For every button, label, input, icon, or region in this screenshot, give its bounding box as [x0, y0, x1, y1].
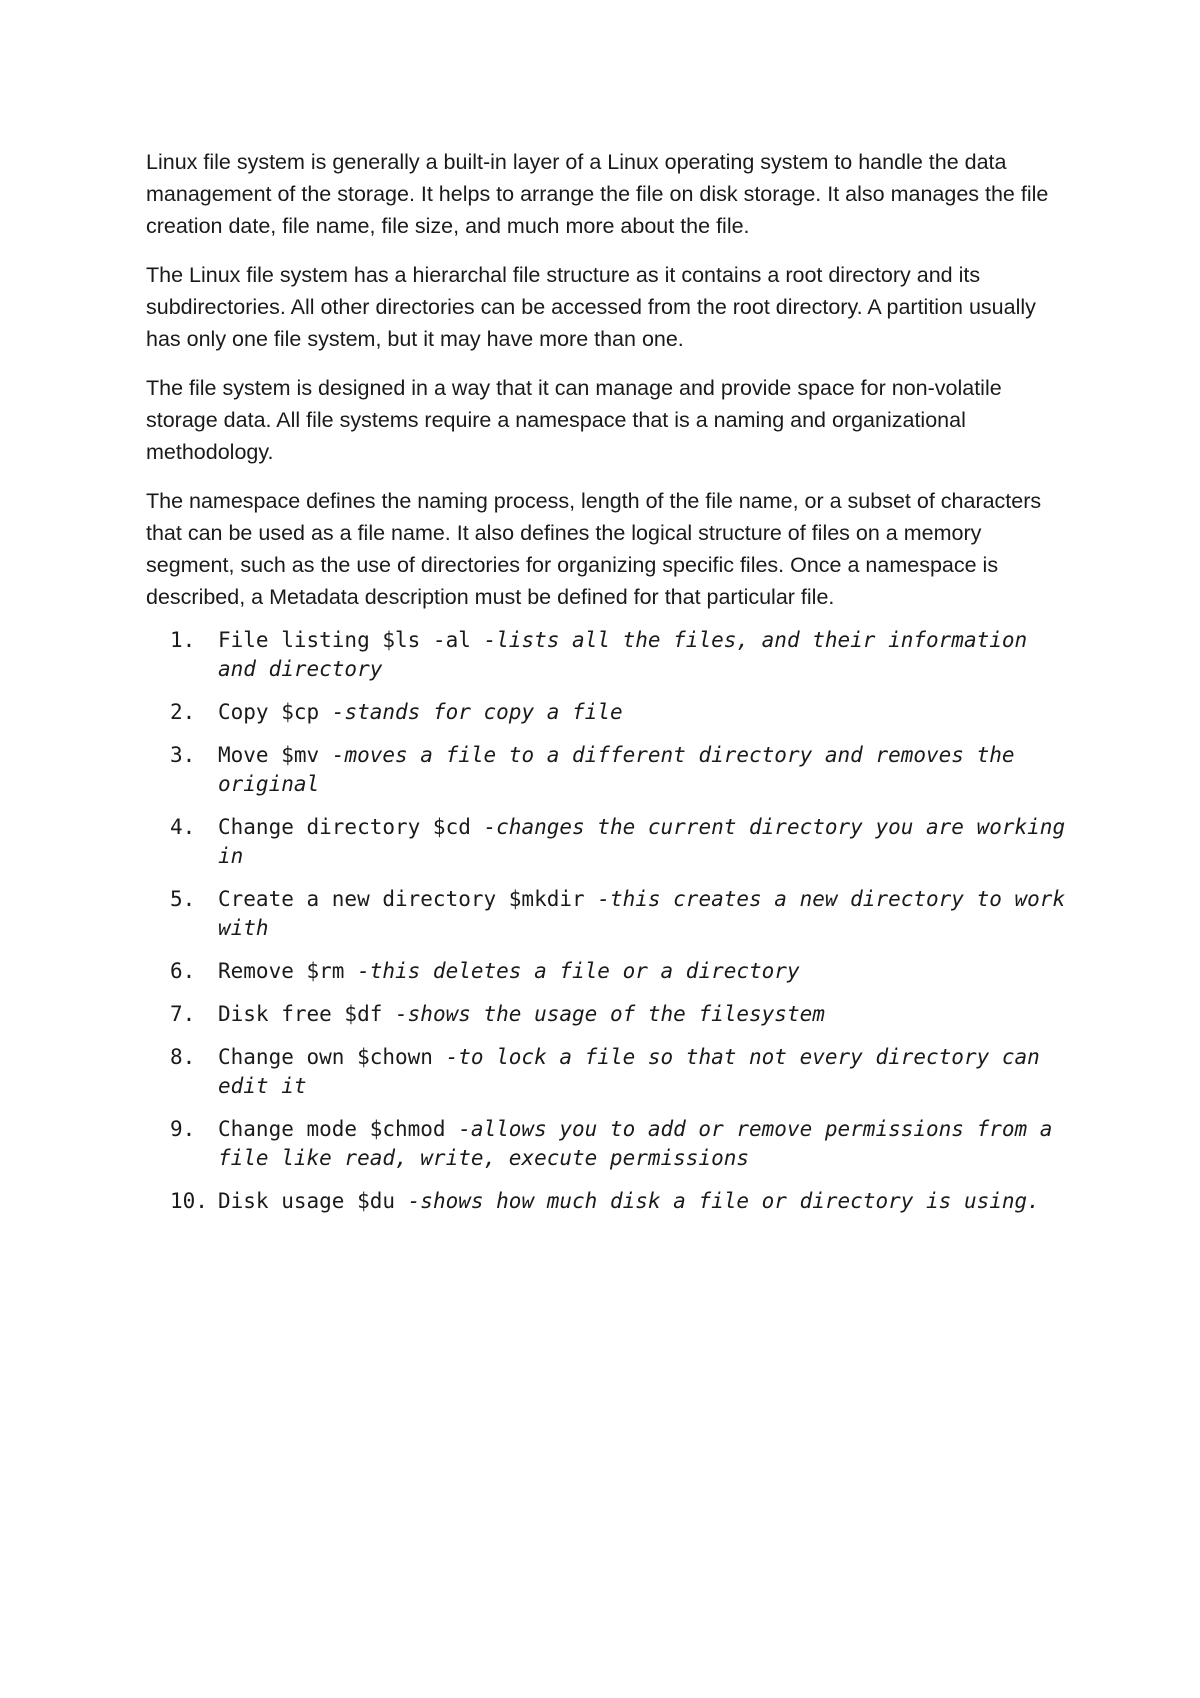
command-list — [170, 626, 1070, 1230]
command-description: -shows how much disk a file or directory is using. — [407, 1189, 1040, 1213]
list-item-number: 7. — [170, 1002, 196, 1026]
list-item — [170, 1187, 1070, 1216]
paragraph-4: The namespace defines the naming process, length of the file name, or a subset of characters that can be used as a file name. It also defines the logical structure of files on a memory segment, such as the use of directories for organizing specific files. Once a namespace is described, a Metadata description must be defined for that particular file. — [146, 489, 1042, 609]
list-item-number: 2. — [170, 700, 196, 724]
list-item-number: 8. — [170, 1045, 196, 1069]
command-description: -shows the usage of the filesystem — [395, 1002, 825, 1026]
paragraph-3: The file system is designed in a way that it can manage and provide space for non-volatile storage data. All file systems require a namespace that is a naming and organizational methodology. — [146, 376, 1002, 464]
list-item-number: 1. — [170, 628, 196, 652]
list-item — [170, 741, 1070, 799]
command-name: Copy $cp — [218, 700, 332, 724]
list-item-number: 4. — [170, 815, 196, 839]
command-name: Change directory $cd — [218, 815, 484, 839]
paragraph-2: The Linux file system has a hierarchal file structure as it contains a root directory and its subdirectories. All other directories can be accessed from the root directory. A partition usually has only one file system, but it may have more than one. — [146, 263, 1036, 351]
list-item — [170, 698, 1070, 727]
command-name: Move $mv — [218, 743, 332, 767]
command-description: -this creates a new directory to work with — [218, 887, 1066, 940]
list-item-number: 9. — [170, 1117, 196, 1141]
list-item — [170, 885, 1070, 943]
paragraph-1: Linux file system is generally a built-in layer of a Linux operating system to handle the data management of the storage. It helps to arrange the file on disk storage. It also manages the file creation date, file name, file size, and much more about the file. — [146, 150, 1049, 238]
list-item-number: 3. — [170, 743, 196, 767]
command-name: Remove $rm — [218, 959, 358, 983]
command-description: -to lock a file so that not every directory can edit it — [218, 1045, 1040, 1098]
list-item — [170, 626, 1070, 684]
command-name: Create a new directory $mkdir — [218, 887, 598, 911]
list-item-number: 10. — [170, 1189, 208, 1213]
list-item — [170, 1043, 1070, 1101]
list-item — [170, 813, 1070, 871]
list-item-number: 6. — [170, 959, 196, 983]
list-item — [170, 1000, 1070, 1029]
command-description: -lists all the files, and their information and directory — [218, 628, 1028, 681]
command-name: Change mode $chmod — [218, 1117, 459, 1141]
document-body — [146, 146, 1066, 630]
command-description: -moves a file to a different directory and removes the original — [218, 743, 1015, 796]
list-item-number: 5. — [170, 887, 196, 911]
list-item — [170, 1115, 1070, 1173]
command-name: Disk free $df — [218, 1002, 396, 1026]
command-name: Change own $chown — [218, 1045, 446, 1069]
list-item — [170, 957, 1070, 986]
command-description: -stands for copy a file — [331, 700, 623, 724]
command-description: -allows you to add or remove permissions from a file like read, write, execute permissions — [218, 1117, 1053, 1170]
command-name: File listing $ls -al — [218, 628, 484, 652]
command-name: Disk usage $du — [218, 1189, 408, 1213]
command-description: -changes the current directory you are working in — [218, 815, 1066, 868]
command-description: -this deletes a file or a directory — [357, 959, 800, 983]
